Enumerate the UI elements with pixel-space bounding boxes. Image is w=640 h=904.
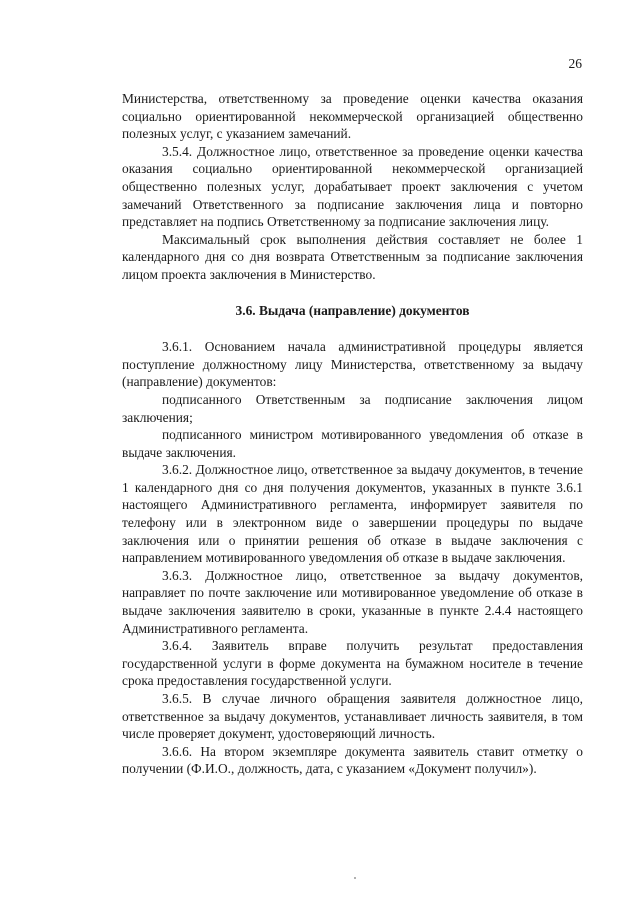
list-item-refusal-notice: подписанного министром мотивированного уведомления об отказе в выдаче заключения. [122, 427, 583, 460]
page-number: 26 [568, 56, 582, 71]
paragraph-max-term: Максимальный срок выполнения действия составляет не более 1 календарного дня со дня возврата Ответственным за подписание заключения лицом проекта заключения в Министерство. [122, 231, 583, 282]
paragraph-3-6-6: 3.6.6. На втором экземпляре документа заявитель ставит отметку о получении (Ф.И.О., должность, дата, с указанием «Документ получил»). [122, 743, 583, 777]
section-heading: 3.6. Выдача (направление) документов [235, 302, 470, 318]
paragraph-continuation: Министерства, ответственному за проведение оценки качества оказания социально ориентированной некоммерческой организацией общественно полезных услуг, с указанием замечаний. [122, 91, 583, 142]
paragraph-3-6-5: 3.6.5. В случае личного обращения заявителя должностное лицо, ответственное за выдачу документов, устанавливает личность заявителя, в том числе проверяет документ, удостоверяющий личность. [122, 691, 583, 742]
paragraph-3-6-1: 3.6.1. Основанием начала административной процедуры является поступление должностному лицу Министерства, ответственному за выдачу (направление) документов: [122, 339, 583, 390]
paragraph-3-5-4: 3.5.4. Должностное лицо, ответственное за проведение оценки качества оказания социально ориентированной некоммерческой организацией общественно полезных услуг, дорабатывает проект заключения с учетом замечаний Ответственного за подписание заключения лица и повторно представляет на подпись Ответственному за подписание заключения лицу. [122, 143, 583, 230]
document-body [122, 90, 583, 778]
paragraph-3-6-2: 3.6.2. Должностное лицо, ответственное за выдачу документов, в течение 1 календарного дня со дня получения документов, указанных в пункте 3.6.1 настоящего Административного регламента, информирует заявителя по телефону или в электронном виде о завершении процедуры по выдаче заключения или о принятии решения об отказе в выдаче заключения с направлением мотивированного уведомления об отказе в выдаче заключения. [122, 462, 583, 566]
list-item-signed-conclusion: подписанного Ответственным за подписание заключения лицом заключения; [122, 391, 583, 425]
paragraph-3-6-4: 3.6.4. Заявитель вправе получить результат предоставления государственной услуги в форме документа на бумажном носителе в течение срока предоставления государственной услуги. [122, 638, 583, 689]
paragraph-3-6-3: 3.6.3. Должностное лицо, ответственное за выдачу документов, направляет по почте заключение или мотивированное уведомление об отказе в выдаче заключения заявителю в сроки, указанные в пункте 2.4.4 настоящего Административного регламента. [122, 567, 583, 636]
scan-speck [354, 877, 356, 879]
